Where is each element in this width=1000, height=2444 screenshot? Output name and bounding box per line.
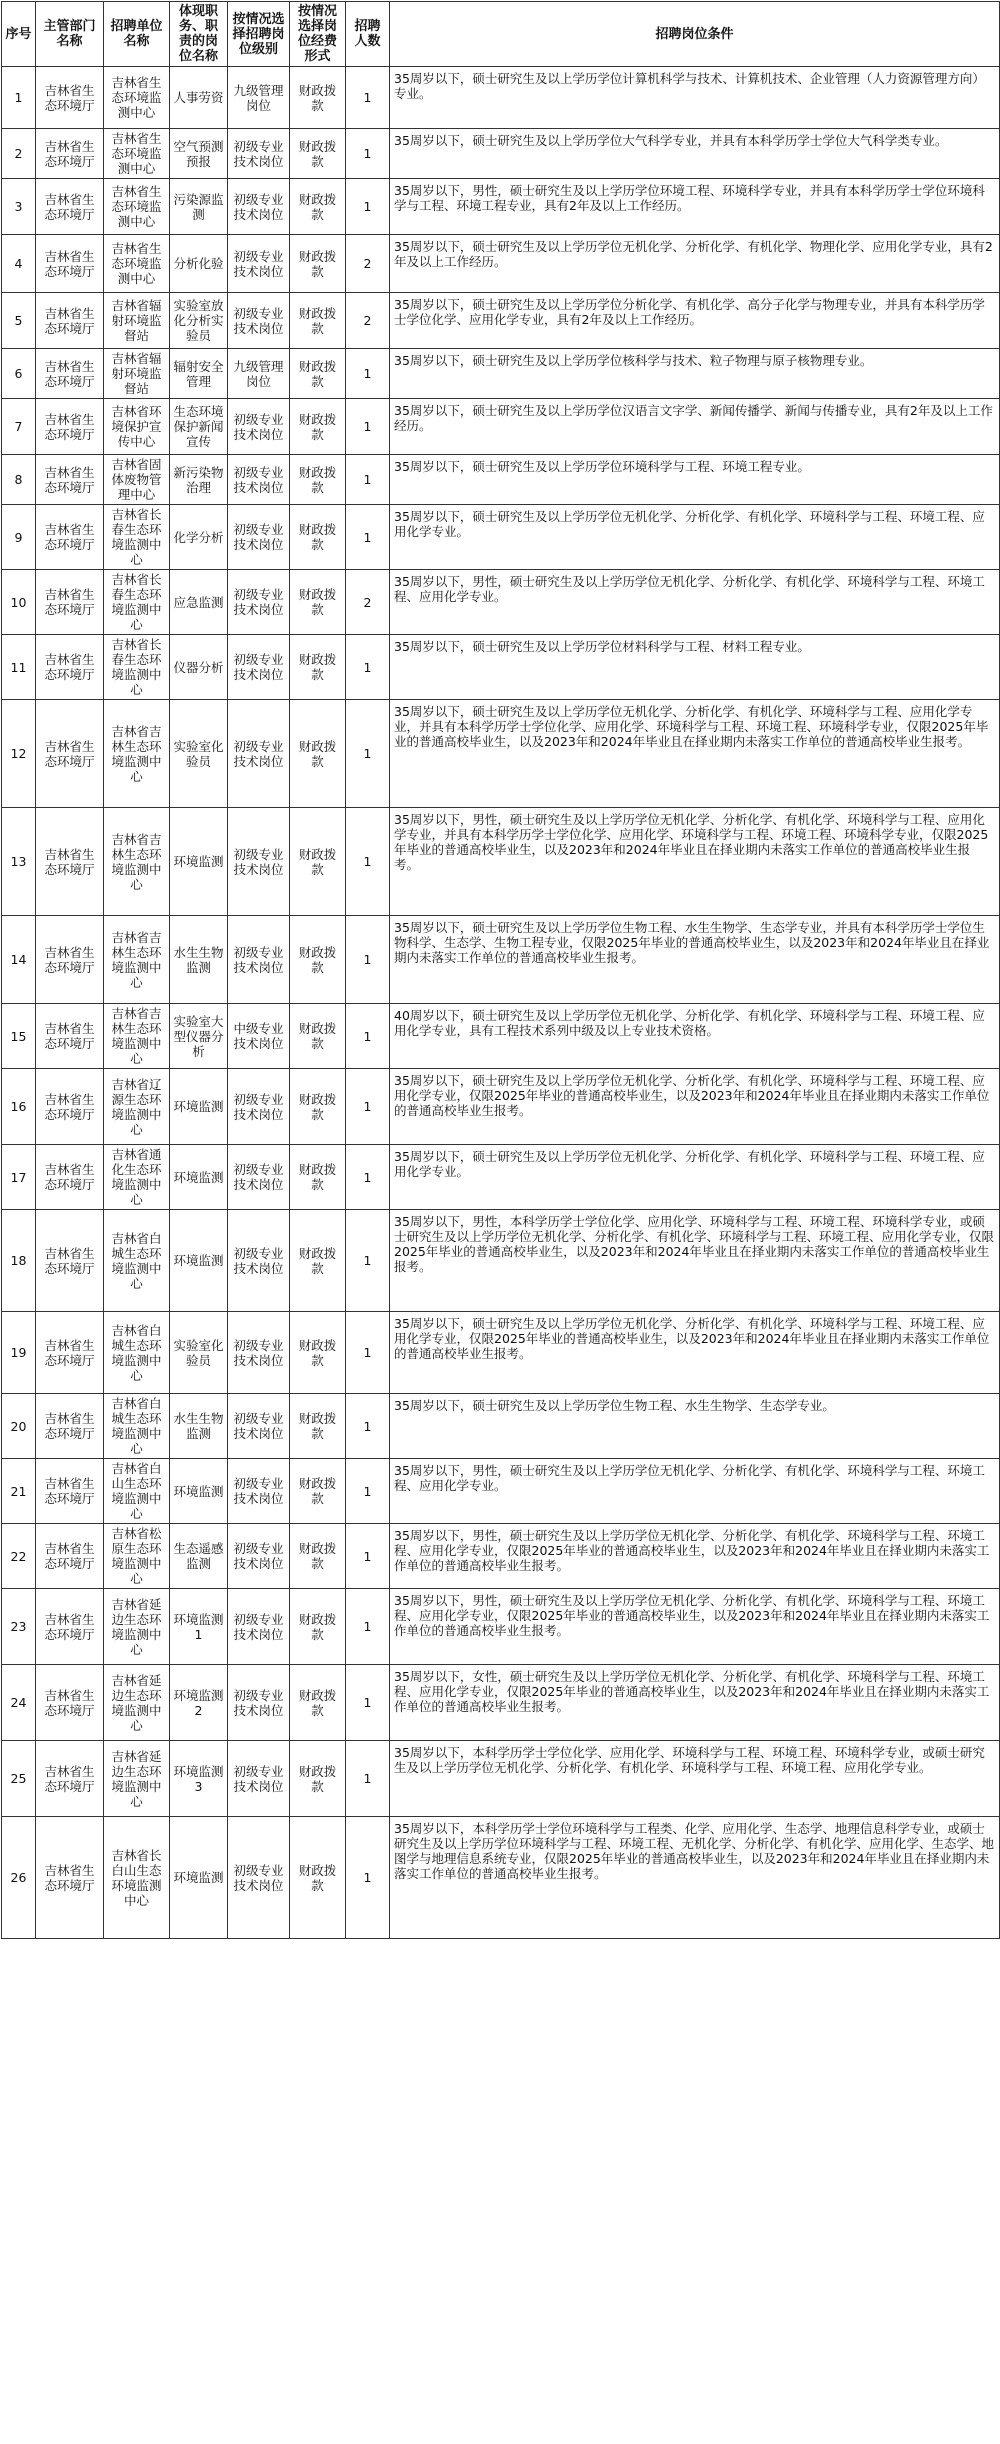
cell-dept: 吉林省生态环境厅: [36, 293, 104, 349]
cell-post: 环境监测3: [170, 1741, 228, 1817]
cell-fund: 财政拨款: [290, 349, 346, 399]
cell-dept: 吉林省生态环境厅: [36, 505, 104, 570]
cell-no: 4: [2, 235, 36, 293]
cell-fund: 财政拨款: [290, 1665, 346, 1741]
cell-dept: 吉林省生态环境厅: [36, 1004, 104, 1069]
cell-count: 1: [346, 808, 390, 916]
cell-dept: 吉林省生态环境厅: [36, 1210, 104, 1312]
cell-fund: 财政拨款: [290, 1312, 346, 1394]
cell-post: 人事劳资: [170, 67, 228, 129]
cell-conditions: 35周岁以下，硕士研究生及以上学历学位计算机科学与技术、计算机技术、企业管理（人力资源管理方向）专业。: [390, 67, 1000, 129]
cell-dept: 吉林省生态环境厅: [36, 67, 104, 129]
cell-no: 14: [2, 916, 36, 1004]
cell-level: 初级专业技术岗位: [228, 916, 290, 1004]
cell-conditions: 35周岁以下，硕士研究生及以上学历学位无机化学、分析化学、有机化学、环境科学与工程、环境工程、应用化学专业。: [390, 1145, 1000, 1210]
cell-level: 初级专业技术岗位: [228, 1741, 290, 1817]
cell-unit: 吉林省长春生态环境监测中心: [104, 505, 170, 570]
cell-fund: 财政拨款: [290, 1004, 346, 1069]
cell-count: 1: [346, 1589, 390, 1665]
cell-level: 初级专业技术岗位: [228, 235, 290, 293]
cell-no: 12: [2, 700, 36, 808]
cell-post: 生态环境保护新闻宣传: [170, 399, 228, 455]
cell-unit: 吉林省辽源生态环境监测中心: [104, 1069, 170, 1145]
cell-no: 6: [2, 349, 36, 399]
cell-count: 2: [346, 235, 390, 293]
cell-count: 1: [346, 1069, 390, 1145]
header-no: 序号: [2, 2, 36, 67]
cell-no: 23: [2, 1589, 36, 1665]
cell-count: 1: [346, 399, 390, 455]
cell-level: 初级专业技术岗位: [228, 1312, 290, 1394]
table-row: [2, 1741, 1000, 1817]
cell-post: 实验室化验员: [170, 1312, 228, 1394]
cell-count: 1: [346, 179, 390, 235]
cell-post: 实验室化验员: [170, 700, 228, 808]
cell-fund: 财政拨款: [290, 1210, 346, 1312]
cell-dept: 吉林省生态环境厅: [36, 1589, 104, 1665]
cell-dept: 吉林省生态环境厅: [36, 570, 104, 635]
table-row: [2, 399, 1000, 455]
cell-count: 1: [346, 916, 390, 1004]
cell-level: 初级专业技术岗位: [228, 1817, 290, 1939]
table-row: [2, 1312, 1000, 1394]
cell-conditions: 35周岁以下，男性，硕士研究生及以上学历学位环境工程、环境科学专业，并具有本科学历学士学位环境科学与工程、环境工程专业，具有2年及以上工作经历。: [390, 179, 1000, 235]
table-row: [2, 1459, 1000, 1524]
cell-count: 1: [346, 1394, 390, 1459]
cell-dept: 吉林省生态环境厅: [36, 129, 104, 179]
cell-dept: 吉林省生态环境厅: [36, 179, 104, 235]
cell-dept: 吉林省生态环境厅: [36, 399, 104, 455]
cell-level: 初级专业技术岗位: [228, 455, 290, 505]
header-post: 体现职务、职责的岗位名称: [170, 2, 228, 67]
header-conditions: 招聘岗位条件: [390, 2, 1000, 67]
cell-unit: 吉林省白城生态环境监测中心: [104, 1312, 170, 1394]
cell-post: 污染源监测: [170, 179, 228, 235]
cell-fund: 财政拨款: [290, 808, 346, 916]
header-fund: 按情况选择岗位经费形式: [290, 2, 346, 67]
cell-post: 环境监测2: [170, 1665, 228, 1741]
cell-conditions: 35周岁以下，男性，硕士研究生及以上学历学位无机化学、分析化学、有机化学、环境科学与工程、环境工程、应用化学专业，仅限2025年毕业的普通高校毕业生，以及2023年和2024年毕业且在择业期内未落实工作单位的普通高校毕业生报考。: [390, 1589, 1000, 1665]
cell-no: 26: [2, 1817, 36, 1939]
cell-unit: 吉林省吉林生态环境监测中心: [104, 700, 170, 808]
cell-dept: 吉林省生态环境厅: [36, 1312, 104, 1394]
cell-dept: 吉林省生态环境厅: [36, 349, 104, 399]
cell-conditions: 35周岁以下，硕士研究生及以上学历学位核科学与技术、粒子物理与原子核物理专业。: [390, 349, 1000, 399]
cell-no: 11: [2, 635, 36, 700]
cell-unit: 吉林省生态环境监测中心: [104, 67, 170, 129]
cell-level: 初级专业技术岗位: [228, 570, 290, 635]
cell-level: 初级专业技术岗位: [228, 1665, 290, 1741]
cell-level: 初级专业技术岗位: [228, 1524, 290, 1589]
cell-no: 15: [2, 1004, 36, 1069]
cell-count: 1: [346, 700, 390, 808]
table-row: [2, 1210, 1000, 1312]
cell-post: 空气预测预报: [170, 129, 228, 179]
cell-conditions: 35周岁以下，本科学历学士学位化学、应用化学、环境科学与工程、环境工程、环境科学专业，或硕士研究生及以上学历学位无机化学、分析化学、有机化学、环境科学与工程、环境工程、应用化学专业。: [390, 1741, 1000, 1817]
cell-count: 1: [346, 1817, 390, 1939]
cell-fund: 财政拨款: [290, 1069, 346, 1145]
cell-unit: 吉林省长白山生态环境监测中心: [104, 1817, 170, 1939]
cell-no: 24: [2, 1665, 36, 1741]
cell-count: 1: [346, 1004, 390, 1069]
cell-dept: 吉林省生态环境厅: [36, 700, 104, 808]
cell-conditions: 35周岁以下，本科学历学士学位环境科学与工程类、化学、应用化学、生态学、地理信息科学专业，或硕士研究生及以上学历学位环境科学与工程、环境工程、无机化学、分析化学、有机化学、应用化学、生态学、地图学与地理信息系统专业，仅限2025年毕业的普通高校毕业生，以及2023年和2024年毕业且在择业期内未落实工作单位的普通高校毕业生报考。: [390, 1817, 1000, 1939]
cell-count: 2: [346, 570, 390, 635]
cell-dept: 吉林省生态环境厅: [36, 455, 104, 505]
cell-fund: 财政拨款: [290, 179, 346, 235]
cell-fund: 财政拨款: [290, 67, 346, 129]
cell-count: 1: [346, 1145, 390, 1210]
cell-count: 2: [346, 293, 390, 349]
cell-dept: 吉林省生态环境厅: [36, 1665, 104, 1741]
table-row: [2, 1589, 1000, 1665]
cell-dept: 吉林省生态环境厅: [36, 1817, 104, 1939]
cell-dept: 吉林省生态环境厅: [36, 916, 104, 1004]
cell-unit: 吉林省长春生态环境监测中心: [104, 570, 170, 635]
cell-post: 生态遥感监测: [170, 1524, 228, 1589]
cell-unit: 吉林省吉林生态环境监测中心: [104, 808, 170, 916]
table-row: [2, 67, 1000, 129]
cell-count: 1: [346, 455, 390, 505]
cell-unit: 吉林省延边生态环境监测中心: [104, 1665, 170, 1741]
cell-unit: 吉林省吉林生态环境监测中心: [104, 1004, 170, 1069]
cell-conditions: 35周岁以下，男性，硕士研究生及以上学历学位无机化学、分析化学、有机化学、环境科学与工程、环境工程、应用化学专业，仅限2025年毕业的普通高校毕业生，以及2023年和2024年毕业且在择业期内未落实工作单位的普通高校毕业生报考。: [390, 1524, 1000, 1589]
cell-post: 新污染物治理: [170, 455, 228, 505]
table-row: [2, 1524, 1000, 1589]
cell-unit: 吉林省固体废物管理中心: [104, 455, 170, 505]
cell-post: 化学分析: [170, 505, 228, 570]
cell-no: 1: [2, 67, 36, 129]
cell-level: 初级专业技术岗位: [228, 1069, 290, 1145]
cell-unit: 吉林省生态环境监测中心: [104, 179, 170, 235]
cell-level: 中级专业技术岗位: [228, 1004, 290, 1069]
cell-fund: 财政拨款: [290, 129, 346, 179]
cell-count: 1: [346, 129, 390, 179]
cell-fund: 财政拨款: [290, 635, 346, 700]
cell-no: 8: [2, 455, 36, 505]
cell-unit: 吉林省白山生态环境监测中心: [104, 1459, 170, 1524]
cell-count: 1: [346, 635, 390, 700]
cell-post: 环境监测: [170, 1817, 228, 1939]
cell-conditions: 35周岁以下，硕士研究生及以上学历学位分析化学、有机化学、高分子化学与物理专业，并具有本科学历学士学位化学、应用化学专业，具有2年及以上工作经历。: [390, 293, 1000, 349]
cell-conditions: 35周岁以下，硕士研究生及以上学历学位无机化学、分析化学、有机化学、环境科学与工程、应用化学专业，并具有本科学历学士学位化学、应用化学、环境科学与工程、环境工程、环境科学专业，仅限2025年毕业的普通高校毕业生，以及2023年和2024年毕业且在择业期内未落实工作单位的普通高校毕业生报考。: [390, 700, 1000, 808]
table-row: [2, 179, 1000, 235]
cell-post: 水生生物监测: [170, 1394, 228, 1459]
cell-no: 21: [2, 1459, 36, 1524]
cell-no: 18: [2, 1210, 36, 1312]
cell-count: 1: [346, 1665, 390, 1741]
cell-level: 初级专业技术岗位: [228, 635, 290, 700]
cell-post: 环境监测: [170, 1210, 228, 1312]
cell-post: 辐射安全管理: [170, 349, 228, 399]
cell-fund: 财政拨款: [290, 1741, 346, 1817]
table-row: [2, 916, 1000, 1004]
cell-unit: 吉林省辐射环境监督站: [104, 349, 170, 399]
table-row: [2, 235, 1000, 293]
cell-unit: 吉林省辐射环境监督站: [104, 293, 170, 349]
cell-fund: 财政拨款: [290, 570, 346, 635]
cell-fund: 财政拨款: [290, 1589, 346, 1665]
cell-post: 实验室大型仪器分析: [170, 1004, 228, 1069]
cell-no: 5: [2, 293, 36, 349]
cell-fund: 财政拨款: [290, 1459, 346, 1524]
cell-conditions: 35周岁以下，硕士研究生及以上学历学位大气科学专业，并具有本科学历学士学位大气科学类专业。: [390, 129, 1000, 179]
cell-post: 应急监测: [170, 570, 228, 635]
cell-conditions: 35周岁以下，男性，硕士研究生及以上学历学位无机化学、分析化学、有机化学、环境科学与工程、环境工程、应用化学专业。: [390, 1459, 1000, 1524]
cell-post: 环境监测: [170, 1069, 228, 1145]
cell-fund: 财政拨款: [290, 1524, 346, 1589]
cell-fund: 财政拨款: [290, 916, 346, 1004]
cell-conditions: 35周岁以下，硕士研究生及以上学历学位无机化学、分析化学、有机化学、物理化学、应用化学专业，具有2年及以上工作经历。: [390, 235, 1000, 293]
cell-conditions: 35周岁以下，男性，本科学历学士学位化学、应用化学、环境科学与工程、环境工程、环境科学专业，或硕士研究生及以上学历学位无机化学、分析化学、有机化学、环境科学与工程、环境工程、应用化学专业，仅限2025年毕业的普通高校毕业生，以及2023年和2024年毕业且在择业期内未落实工作单位的普通高校毕业生报考。: [390, 1210, 1000, 1312]
cell-conditions: 35周岁以下，硕士研究生及以上学历学位无机化学、分析化学、有机化学、环境科学与工程、环境工程、应用化学专业。: [390, 505, 1000, 570]
cell-fund: 财政拨款: [290, 455, 346, 505]
cell-dept: 吉林省生态环境厅: [36, 1145, 104, 1210]
cell-conditions: 35周岁以下，硕士研究生及以上学历学位环境科学与工程、环境工程专业。: [390, 455, 1000, 505]
cell-fund: 财政拨款: [290, 235, 346, 293]
cell-post: 实验室放化分析实验员: [170, 293, 228, 349]
cell-post: 环境监测: [170, 1459, 228, 1524]
table-row: [2, 1665, 1000, 1741]
cell-unit: 吉林省白城生态环境监测中心: [104, 1210, 170, 1312]
cell-no: 3: [2, 179, 36, 235]
cell-count: 1: [346, 1210, 390, 1312]
cell-level: 九级管理岗位: [228, 67, 290, 129]
cell-dept: 吉林省生态环境厅: [36, 1394, 104, 1459]
cell-count: 1: [346, 505, 390, 570]
header-unit: 招聘单位名称: [104, 2, 170, 67]
cell-no: 10: [2, 570, 36, 635]
cell-fund: 财政拨款: [290, 1817, 346, 1939]
recruitment-table: [1, 1, 1000, 1939]
cell-fund: 财政拨款: [290, 505, 346, 570]
cell-level: 初级专业技术岗位: [228, 1589, 290, 1665]
cell-count: 1: [346, 349, 390, 399]
cell-level: 初级专业技术岗位: [228, 179, 290, 235]
table-row: [2, 700, 1000, 808]
cell-no: 19: [2, 1312, 36, 1394]
cell-conditions: 35周岁以下，硕士研究生及以上学历学位无机化学、分析化学、有机化学、环境科学与工程、环境工程、应用化学专业，仅限2025年毕业的普通高校毕业生，以及2023年和2024年毕业且在择业期内未落实工作单位的普通高校毕业生报考。: [390, 1069, 1000, 1145]
cell-level: 初级专业技术岗位: [228, 808, 290, 916]
header-row: [2, 2, 1000, 67]
table-row: [2, 293, 1000, 349]
cell-no: 2: [2, 129, 36, 179]
header-dept: 主管部门名称: [36, 2, 104, 67]
table-row: [2, 1817, 1000, 1939]
cell-level: 初级专业技术岗位: [228, 1210, 290, 1312]
cell-level: 初级专业技术岗位: [228, 505, 290, 570]
cell-unit: 吉林省吉林生态环境监测中心: [104, 916, 170, 1004]
cell-dept: 吉林省生态环境厅: [36, 635, 104, 700]
header-count: 招聘人数: [346, 2, 390, 67]
cell-unit: 吉林省生态环境监测中心: [104, 129, 170, 179]
cell-no: 25: [2, 1741, 36, 1817]
cell-dept: 吉林省生态环境厅: [36, 235, 104, 293]
cell-post: 水生生物监测: [170, 916, 228, 1004]
table-row: [2, 129, 1000, 179]
cell-level: 初级专业技术岗位: [228, 1394, 290, 1459]
cell-fund: 财政拨款: [290, 1394, 346, 1459]
cell-no: 13: [2, 808, 36, 916]
cell-level: 初级专业技术岗位: [228, 399, 290, 455]
cell-post: 分析化验: [170, 235, 228, 293]
cell-unit: 吉林省延边生态环境监测中心: [104, 1589, 170, 1665]
cell-unit: 吉林省长春生态环境监测中心: [104, 635, 170, 700]
cell-fund: 财政拨款: [290, 700, 346, 808]
table-row: [2, 1004, 1000, 1069]
header-level: 按情况选择招聘岗位级别: [228, 2, 290, 67]
cell-count: 1: [346, 1741, 390, 1817]
cell-fund: 财政拨款: [290, 1145, 346, 1210]
cell-level: 九级管理岗位: [228, 349, 290, 399]
cell-unit: 吉林省通化生态环境监测中心: [104, 1145, 170, 1210]
cell-no: 9: [2, 505, 36, 570]
table-row: [2, 349, 1000, 399]
cell-no: 7: [2, 399, 36, 455]
cell-dept: 吉林省生态环境厅: [36, 1459, 104, 1524]
cell-dept: 吉林省生态环境厅: [36, 1069, 104, 1145]
cell-conditions: 35周岁以下，硕士研究生及以上学历学位生物工程、水生生物学、生态学专业。: [390, 1394, 1000, 1459]
cell-conditions: 35周岁以下，硕士研究生及以上学历学位生物工程、水生生物学、生态学专业，并具有本科学历学士学位生物科学、生态学、生物工程专业，仅限2025年毕业的普通高校毕业生，以及2023年和2024年毕业且在择业期内未落实工作单位的普通高校毕业生报考。: [390, 916, 1000, 1004]
cell-count: 1: [346, 1312, 390, 1394]
cell-conditions: 35周岁以下，硕士研究生及以上学历学位材料科学与工程、材料工程专业。: [390, 635, 1000, 700]
table-row: [2, 505, 1000, 570]
cell-count: 1: [346, 1459, 390, 1524]
cell-dept: 吉林省生态环境厅: [36, 808, 104, 916]
cell-level: 初级专业技术岗位: [228, 1145, 290, 1210]
cell-unit: 吉林省松原生态环境监测中心: [104, 1524, 170, 1589]
cell-no: 20: [2, 1394, 36, 1459]
table-row: [2, 1069, 1000, 1145]
cell-conditions: 40周岁以下，硕士研究生及以上学历学位无机化学、分析化学、有机化学、环境科学与工程、环境工程、应用化学专业，具有工程技术系列中级及以上专业技术资格。: [390, 1004, 1000, 1069]
table-row: [2, 1394, 1000, 1459]
cell-no: 22: [2, 1524, 36, 1589]
cell-level: 初级专业技术岗位: [228, 700, 290, 808]
cell-conditions: 35周岁以下，硕士研究生及以上学历学位汉语言文字学、新闻传播学、新闻与传播专业，具有2年及以上工作经历。: [390, 399, 1000, 455]
cell-no: 17: [2, 1145, 36, 1210]
cell-post: 环境监测1: [170, 1589, 228, 1665]
table-row: [2, 1145, 1000, 1210]
cell-dept: 吉林省生态环境厅: [36, 1741, 104, 1817]
cell-post: 仪器分析: [170, 635, 228, 700]
cell-fund: 财政拨款: [290, 293, 346, 349]
table-row: [2, 808, 1000, 916]
cell-dept: 吉林省生态环境厅: [36, 1524, 104, 1589]
cell-conditions: 35周岁以下，硕士研究生及以上学历学位无机化学、分析化学、有机化学、环境科学与工程、环境工程、应用化学专业，仅限2025年毕业的普通高校毕业生，以及2023年和2024年毕业且在择业期内未落实工作单位的普通高校毕业生报考。: [390, 1312, 1000, 1394]
cell-conditions: 35周岁以下，男性，硕士研究生及以上学历学位无机化学、分析化学、有机化学、环境科学与工程、环境工程、应用化学专业。: [390, 570, 1000, 635]
cell-level: 初级专业技术岗位: [228, 293, 290, 349]
cell-count: 1: [346, 67, 390, 129]
cell-conditions: 35周岁以下，男性，硕士研究生及以上学历学位无机化学、分析化学、有机化学、环境科学与工程、应用化学专业，并具有本科学历学士学位化学、应用化学、环境科学与工程、环境工程、环境科学专业，仅限2025年毕业的普通高校毕业生，以及2023年和2024年毕业且在择业期内未落实工作单位的普通高校毕业生报考。: [390, 808, 1000, 916]
table-row: [2, 455, 1000, 505]
table-row: [2, 570, 1000, 635]
table-row: [2, 635, 1000, 700]
cell-count: 1: [346, 1524, 390, 1589]
cell-unit: 吉林省白城生态环境监测中心: [104, 1394, 170, 1459]
cell-unit: 吉林省生态环境监测中心: [104, 235, 170, 293]
cell-level: 初级专业技术岗位: [228, 1459, 290, 1524]
cell-conditions: 35周岁以下，女性，硕士研究生及以上学历学位无机化学、分析化学、有机化学、环境科学与工程、环境工程、应用化学专业，仅限2025年毕业的普通高校毕业生，以及2023年和2024年毕业且在择业期内未落实工作单位的普通高校毕业生报考。: [390, 1665, 1000, 1741]
cell-unit: 吉林省延边生态环境监测中心: [104, 1741, 170, 1817]
cell-post: 环境监测: [170, 1145, 228, 1210]
cell-no: 16: [2, 1069, 36, 1145]
cell-post: 环境监测: [170, 808, 228, 916]
cell-unit: 吉林省环境保护宣传中心: [104, 399, 170, 455]
cell-fund: 财政拨款: [290, 399, 346, 455]
cell-level: 初级专业技术岗位: [228, 129, 290, 179]
